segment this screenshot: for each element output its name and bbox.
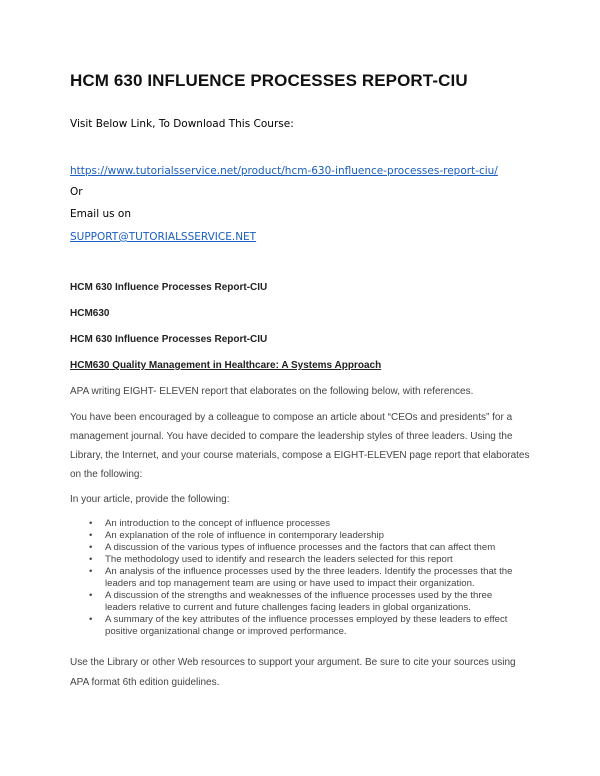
list-item: • The methodology used to identify and research the leaders selected for this report xyxy=(89,554,453,565)
closing-line: APA format 6th edition guidelines. xyxy=(70,677,220,688)
paragraph-line: on the following: xyxy=(70,469,143,480)
list-item: • A discussion of the strengths and weaknesses of the influence processes used by the three leaders relative to current and future challenges facing leaders in global organizations. xyxy=(89,590,493,613)
bullet-icon: • xyxy=(89,542,93,553)
email-link[interactable]: SUPPORT@TUTORIALSSERVICE.NET xyxy=(70,231,257,243)
list-item: • An explanation of the role of influence in contemporary leadership xyxy=(89,530,384,541)
course-link[interactable]: https://www.tutorialsservice.net/product/hcm-630-influence-processes-report-ciu/ xyxy=(70,165,498,177)
list-item: • An analysis of the influence processes used by the three leaders. Identify the processes that the leaders and top management team are using or have used to impact their organization. xyxy=(89,566,513,589)
paragraph-line: management journal. You have decided to compare the leadership styles of three leaders. Using the xyxy=(70,431,513,442)
paragraph-line: You have been encouraged by a colleague to compose an article about “CEOs and presidents” for a xyxy=(70,412,513,423)
bullet-icon: • xyxy=(89,566,93,577)
list-item: • An introduction to the concept of influence processes xyxy=(89,518,331,529)
list-item: • A discussion of the various types of influence processes and the factors that can affect them xyxy=(89,542,496,553)
heading-report-1: HCM 630 Influence Processes Report-CIU xyxy=(70,282,268,293)
closing-line: Use the Library or other Web resources to support your argument. Be sure to cite your sources using xyxy=(70,657,516,668)
bullet-icon: • xyxy=(89,614,93,625)
email-label: Email us on xyxy=(70,208,132,220)
bullet-icon: • xyxy=(89,590,93,601)
page-title: HCM 630 INFLUENCE PROCESSES REPORT-CIU xyxy=(70,71,468,90)
paragraph-line: Library, the Internet, and your course materials, compose a EIGHT-ELEVEN page report that elaborates xyxy=(70,450,530,461)
intro-text: APA writing EIGHT- ELEVEN report that elaborates on the following below, with references. xyxy=(70,386,474,397)
provide-text: In your article, provide the following: xyxy=(70,494,230,505)
requirements-list xyxy=(87,518,512,638)
or-text: Or xyxy=(70,186,83,198)
bullet-icon: • xyxy=(89,554,93,565)
heading-report-2: HCM 630 Influence Processes Report-CIU xyxy=(70,334,268,345)
bullet-icon: • xyxy=(89,518,93,529)
visit-text: Visit Below Link, To Download This Course: xyxy=(70,118,294,130)
course-heading: HCM630 Quality Management in Healthcare: A Systems Approach xyxy=(70,360,382,371)
heading-course-code: HCM630 xyxy=(70,308,110,319)
bullet-icon: • xyxy=(89,530,93,541)
list-item: • A summary of the key attributes of the influence processes employed by these leaders to effect positive organizational change or improved performance. xyxy=(89,614,508,637)
